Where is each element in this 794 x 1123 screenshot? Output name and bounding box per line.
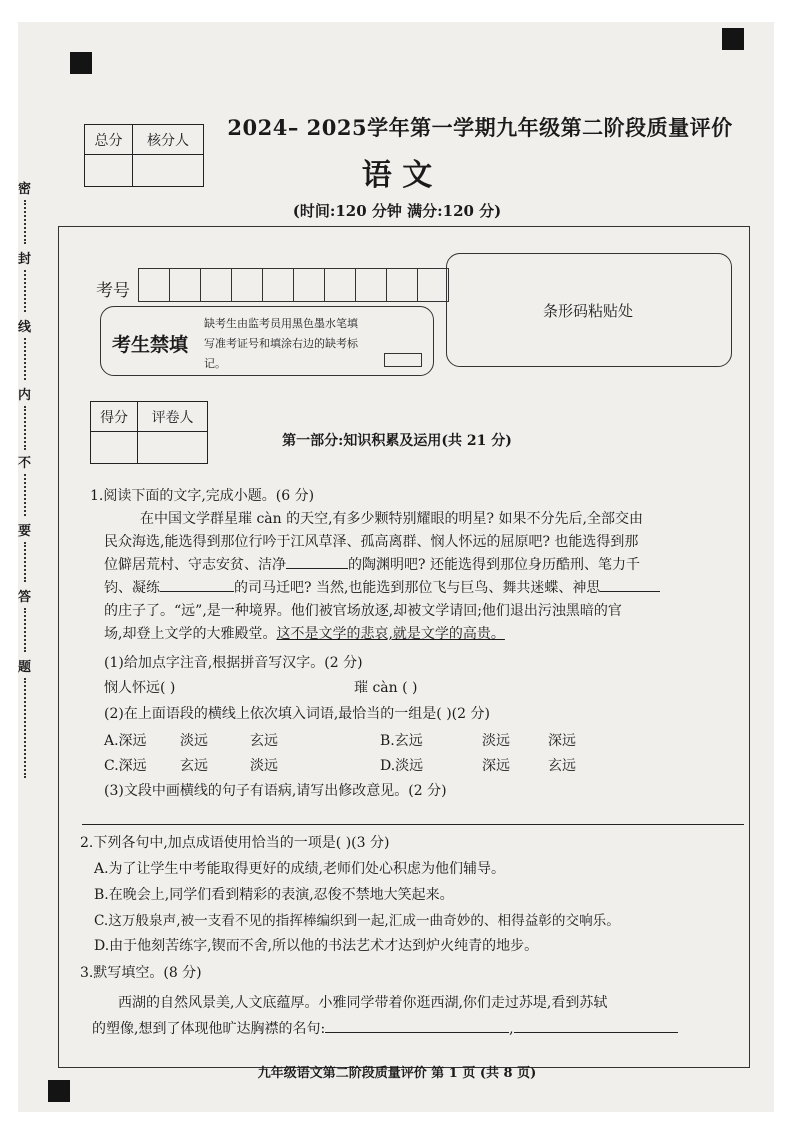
q1-sub2: (2)在上面语段的横线上依次填入词语,最恰当的一组是( )(2 分) xyxy=(104,706,490,722)
option-word: 淡远 xyxy=(250,758,278,774)
section-title: 第一部分:知识积累及运用(共 21 分) xyxy=(282,433,512,449)
option-word: 淡远 xyxy=(180,733,208,749)
barcode-label: 条形码粘贴处 xyxy=(542,302,633,320)
q1-sub3: (3)文段中画横线的句子有语病,请写出修改意见。(2 分) xyxy=(104,783,447,799)
registration-mark-top-right xyxy=(722,28,744,50)
option-word: 玄远 xyxy=(250,733,278,749)
q3-text: 的塑像,想到了体现他旷达胸襟的名句: xyxy=(92,1021,326,1037)
side-char: 封 xyxy=(18,252,32,267)
score-header: 得分 xyxy=(91,402,138,432)
q1-line xyxy=(104,623,505,643)
blank-3[interactable] xyxy=(600,577,660,592)
q3-line: 西湖的自然风景美,人文底蕴厚。小雅同学带着你逛西湖,你们走过苏堤,看到苏轼 xyxy=(118,995,608,1011)
forbidden-title: 考生禁填 xyxy=(112,334,189,356)
q1-line xyxy=(104,554,640,574)
side-char: 密 xyxy=(18,182,32,197)
exam-number-label: 考号 xyxy=(96,281,130,301)
blank-2[interactable] xyxy=(160,577,234,592)
side-char: 题 xyxy=(18,660,32,675)
q1-line xyxy=(104,577,660,597)
q2-stem: 2.下列各句中,加点成语使用恰当的一项是( )(3 分) xyxy=(80,835,390,851)
option-word: 深远 xyxy=(548,733,576,749)
q1-sub1: (1)给加点字注音,根据拼音写汉字。(2 分) xyxy=(104,655,363,671)
q1-underlined-sentence: 这不是文学的悲哀,就是文学的高贵。 xyxy=(276,626,505,642)
option[interactable]: D.淡远 xyxy=(380,758,424,774)
blank-1[interactable] xyxy=(286,554,348,569)
answer-line[interactable] xyxy=(82,824,744,825)
side-char: 答 xyxy=(18,590,32,605)
option-word: 玄远 xyxy=(180,758,208,774)
grader-header: 评卷人 xyxy=(138,402,208,432)
q1-line: 的庄子了。“远”,是一种境界。他们被官场放逐,却被文学请回;他们退出污浊黑暗的官 xyxy=(104,603,622,619)
q1-sub1-b: 璀 càn ( ) xyxy=(354,680,418,696)
q3-answer-blank-2[interactable] xyxy=(514,1018,678,1033)
q3-answer-blank-1[interactable] xyxy=(325,1018,509,1033)
side-char: 不 xyxy=(18,456,32,471)
registration-mark-bottom-left xyxy=(48,1080,70,1102)
q1-text: 位僻居荒村、守志安贫、洁净 xyxy=(104,557,286,573)
absent-mark-box[interactable] xyxy=(384,353,422,367)
total-score-header: 总分 xyxy=(85,125,133,155)
option[interactable]: A.深远 xyxy=(104,733,147,749)
option-word: 深远 xyxy=(482,758,510,774)
option-word: 玄远 xyxy=(548,758,576,774)
q1-text: 的陶渊明吧? 还能选得到那位身历酷刑、笔力千 xyxy=(348,557,640,573)
registration-mark-top-left xyxy=(70,52,92,74)
q2-option-a[interactable]: A.为了让学生中考能取得更好的成绩,老师们处心积虑为他们辅导。 xyxy=(94,861,506,877)
option[interactable]: C.深远 xyxy=(104,758,147,774)
option-word: 淡远 xyxy=(482,733,510,749)
side-char: 要 xyxy=(18,524,32,539)
q1-text: 的司马迁吧? 当然,也能选到那位飞与巨鸟、舞共迷蝶、神思 xyxy=(234,580,601,596)
q1-line: 民众海选,能选得到那位行吟于江风草泽、孤高离群、悯人怀远的屈原吧? 也能选得到那 xyxy=(104,534,639,550)
exam-number-boxes[interactable] xyxy=(138,268,448,302)
q2-option-d[interactable]: D.由于他刻苦练字,锲而不舍,所以他的书法艺术才达到炉火纯青的地步。 xyxy=(94,938,539,954)
checker-header: 核分人 xyxy=(132,125,203,155)
q3-line: 的塑像,想到了体现他旷达胸襟的名句: , xyxy=(92,1018,678,1038)
time-info: (时间:120 分钟 满分:120 分) xyxy=(292,202,502,220)
q1-text: 钧、凝练 xyxy=(104,580,160,596)
side-char: 内 xyxy=(18,388,32,403)
forbidden-text: 缺考生由监考员用黑色墨水笔填写准考证号和填涂右边的缺考标记。 xyxy=(204,317,358,370)
option[interactable]: B.玄远 xyxy=(380,733,423,749)
q1-text: 场,却登上文学的大雅殿堂。 xyxy=(104,626,277,642)
page-footer: 九年级语文第二阶段质量评价 第 1 页 (共 8 页) xyxy=(257,1066,537,1081)
q1-line: 在中国文学群星璀 càn 的天空,有多少颗特别耀眼的明星? 如果不分先后,全部交由 xyxy=(140,511,643,527)
q2-option-c[interactable]: C.这万般泉声,被一支看不见的指挥棒编织到一起,汇成一曲奇妙的、相得益彰的交响乐。 xyxy=(94,913,620,929)
subject-title: 语 文 xyxy=(361,158,433,193)
q1-sub1-a: 悯人怀远( ) xyxy=(104,680,176,696)
exam-title: 2024– 2025学年第一学期九年级第二阶段质量评价 xyxy=(227,115,733,140)
q1-stem: 1.阅读下面的文字,完成小题。(6 分) xyxy=(90,488,315,504)
q3-stem: 3.默写填空。(8 分) xyxy=(80,965,202,981)
side-char: 线 xyxy=(18,320,32,335)
q2-option-b[interactable]: B.在晚会上,同学们看到精彩的表演,忍俊不禁地大笑起来。 xyxy=(94,887,454,903)
